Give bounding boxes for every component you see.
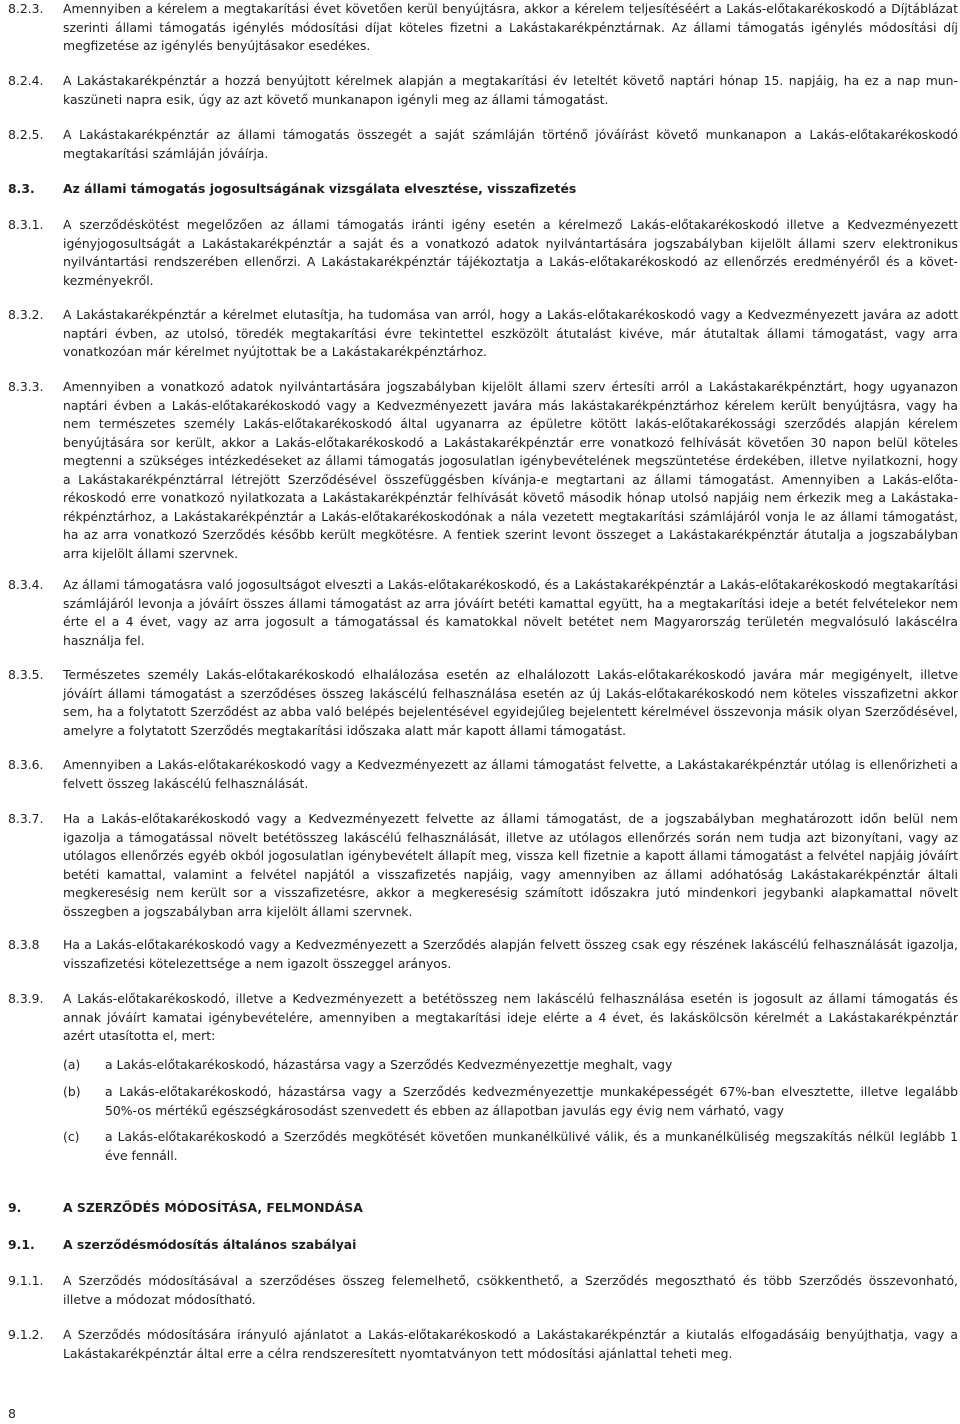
list-text: a Lakás-előtakarékoskodó a Szerződés megkötését követően munkanélkülivé válik, és a munkanélküliség megszakítás nélkül leglább 1 éve fennáll.: [105, 1129, 958, 1163]
section-8-2-3: [8, 0, 958, 56]
section-number: 8.3.8: [8, 937, 40, 952]
section-text: A Lakás-előtakarékoskodó, illetve a Kedvezményezett a betétösszeg nem lakáscélú felhasználása esetén is jogosult az állami támogatás és annak jóváírt kamatai igénybevételére, amennyiben a megtakarítási ideje elérte a 4 évet, és lakáskölcsön kérelmét a Lakástakarékpénztár azért utasította el, mert:: [63, 991, 958, 1043]
list-text: a Lakás-előtakarékoskodó, házastársa vagy a Szerződés kedvezményezettje munkaképességét 67%-ban elvesztette, illetve legalább 50%-os mértékű egészségkárosodást szenvedett és ebben az állapotban javulás egy évig nem várható, vagy: [105, 1084, 958, 1118]
section-8-3-2: [8, 306, 958, 362]
section-text: Amennyiben a kérelem a megtakarítási évet követően kerül benyújtásra, akkor a kérelem teljesítéséért a Lakás-előtakarékoskodó a Díjtáblázat szerinti állami támogatás igénylés módosítási díjat köteles fizetni a Lakástakarékpénztárnak. Az állami támogatás igénylés módosítási díj megfizetése az igénylés benyújtásakor esedékes.: [63, 1, 958, 53]
section-8-3-8: [8, 936, 958, 973]
section-text: Az állami támogatásra való jogosultságot elveszti a Lakás-előtakarékoskodó, és a Lakástakarékpénztár a Lakás-előtakarékoskodó megtakarítási számlájáról levonja a jóváírt összes állami támogatást az arra jóváírt betéti kamattal együtt, ha a megtakarítási ideje a betét felvételekor nem érte el a 4 évet, vagy az arra jogosult a támogatással és kamatokkal növelt betétet nem Magyarország területén megvalósuló lakáscélra használja fel.: [63, 577, 958, 648]
section-8-3-5: [8, 666, 958, 740]
page-number: 8: [8, 1406, 16, 1421]
section-number: 8.2.3.: [8, 1, 44, 16]
section-8-3-6: [8, 756, 958, 793]
section-number: 9.1.1.: [8, 1273, 44, 1288]
section-number: 8.3.5.: [8, 667, 44, 682]
section-number: 8.3.6.: [8, 757, 44, 772]
section-number: 8.3.4.: [8, 577, 44, 592]
section-text: A Szerződés módosítására irányuló ajánlatot a Lakás-előtakarékoskodó a Lakástakarékpénztár a kiutalás elfogadásáig benyújthatja, vagy a Lakástakarékpénztár által erre a célra rendszeresített nyomtatványon tett módosítási ajánlattal teheti meg.: [63, 1327, 958, 1361]
list-item-b: [63, 1083, 958, 1120]
heading-number: 8.3.: [8, 181, 35, 196]
section-9-1-2: [8, 1326, 958, 1363]
section-text: A Szerződés módosításával a szerződéses összeg felemelhető, csökkenthető, a Szerződés megosztható és több Szerződés összevonható, illetve a módozat módosítható.: [63, 1273, 958, 1307]
section-8-3-3: [8, 378, 958, 563]
section-text: Ha a Lakás-előtakarékoskodó vagy a Kedvezményezett a Szerződés alapján felvett összeg csak egy részének lakáscélú felhasználását igazolja, visszafizetési kötelezettsége a nem igazolt összeggel arányos.: [63, 937, 958, 971]
section-8-3-9: [8, 990, 958, 1046]
section-8-2-5: [8, 126, 958, 163]
section-number: 8.2.4.: [8, 73, 44, 88]
list-label: (a): [63, 1057, 81, 1072]
section-number: 8.3.1.: [8, 217, 44, 232]
list-label: (b): [63, 1084, 81, 1099]
section-heading-8-3: [8, 180, 958, 199]
section-text: Természetes személy Lakás-előtakarékoskodó elhalálozása esetén az elhalálozott Lakás-előtakarékoskodó javára már megigényelt, illetve jóváírt állami támogatást a szerződéses összeg lakáscélú felhasználása esetén az új Lakás-előtakarékoskodó nem köteles visszafizetni akkor sem, ha a folytatott Szerződést az abba való belépés bejelentésével egyidejűleg bejelentett kérelmével összevonja másik olyan Szerződésével, amelyre a folytatott Szerződés megtakarítási időszaka alatt már kapott állami támogatást.: [63, 667, 958, 738]
subchapter-heading-9-1: [8, 1236, 958, 1255]
section-8-3-7: [8, 810, 958, 921]
list-text: a Lakás-előtakarékoskodó, házastársa vagy a Szerződés Kedvezményezettje meghalt, vagy: [105, 1057, 673, 1072]
section-text: Ha a Lakás-előtakarékoskodó vagy a Kedvezményezett felvette az állami támogatást, de a jogszabályban meghatározott időn belül nem igazolja a támogatással növelt betétösszeg lakáscélú felhasználását, illetve az utólagos ellenőrzés során nem tudja azt bizonyítani, vagy az utólagos ellenőrzés egyéb okból jogosulatlan igénybevételt állapít meg, vissza kell fizetnie a kapott állami támogatást a felvétel napjáig jóváírt betéti kamattal, valamint a felvétel napjától a visszafizetés napjáig, vagy amennyiben az állami adóhatóság Lakástakarékpénztár általi megkeresésig nem került sor a visszafizetésre, akkor a megkeresésig számított időszakra jutó mindenkori jegybanki alapkamattal növelt összegben a jogszabályban arra kijelölt állami szervnek.: [63, 811, 958, 919]
chapter-heading-9: [8, 1199, 958, 1218]
list-item-c: [63, 1128, 958, 1165]
heading-title: Az állami támogatás jogosultságának vizsgálata elvesztése, visszafizetés: [63, 181, 577, 196]
section-number: 8.3.2.: [8, 307, 44, 322]
section-number: 8.3.3.: [8, 379, 44, 394]
section-text: A szerződéskötést megelőzően az állami támogatás iránti igény esetén a kérelmező Lakás-előtakarékoskodó illetve a Kedvezményezett igényjogosultságát a Lakástakarékpénztár a saját és a vonatkozó adatok nyilvántartására jogszabályban kijelölt állami szerv elektronikus nyilvántartási rendszerében ellenőrzi. A Lakástakarékpénztár tájékoztatja a Lakás-előtakarékoskodó az ellenőrzés eredményéről és a következményekről.: [63, 217, 958, 288]
subchapter-number: 9.1.: [8, 1237, 35, 1252]
section-8-3-4: [8, 576, 958, 650]
list-label: (c): [63, 1129, 80, 1144]
subchapter-title: A szerződésmódosítás általános szabályai: [63, 1237, 357, 1252]
chapter-title: A SZERZŐDÉS MÓDOSÍTÁSA, FELMONDÁSA: [63, 1200, 363, 1215]
section-text: A Lakástakarékpénztár a hozzá benyújtott kérelmek alapján a megtakarítási év leteltét követő naptári hónap 15. napjáig, ha ez a nap munkaszüneti napra esik, úgy az azt követő munkanapon igényli meg az állami támogatást.: [63, 73, 958, 107]
section-text: Amennyiben a Lakás-előtakarékoskodó vagy a Kedvezményezett az állami támogatást felvette, a Lakástakarékpénztár utólag is ellenőrizheti a felvett összeg lakáscélú felhasználását.: [63, 757, 958, 791]
list-item-a: [63, 1056, 958, 1075]
chapter-number: 9.: [8, 1200, 22, 1215]
section-9-1-1: [8, 1272, 958, 1309]
section-8-3-1: [8, 216, 958, 290]
section-number: 9.1.2.: [8, 1327, 44, 1342]
section-8-2-4: [8, 72, 958, 109]
section-number: 8.3.7.: [8, 811, 44, 826]
section-text: A Lakástakarékpénztár az állami támogatás összegét a saját számláján történő jóváírást követő munkanapon a Lakás-előtakarékoskodó megtakarítási számláján jóváírja.: [63, 127, 958, 161]
section-text: A Lakástakarékpénztár a kérelmet elutasítja, ha tudomása van arról, hogy a Lakás-előtakarékoskodó vagy a Kedvezményezett javára az adott naptári évben, az utolsó, töredék megtakarítási évre tekintettel eszközölt átutalást kivéve, már átutaltak állami támogatást, vagy arra vonatkozóan már kérelmet nyújtottak be a Lakástakarékpénztárhoz.: [63, 307, 958, 359]
section-number: 8.2.5.: [8, 127, 44, 142]
section-text: Amennyiben a vonatkozó adatok nyilvántartására jogszabályban kijelölt állami szerv értesíti arról a Lakástakarékpénztárt, hogy ugyanazon naptári évben a Lakás-előtakarékoskodó vagy a Kedvezményezett javára más lakástakarékpénztárhoz kérelem került benyújtásra, vagy ha nem természetes személy Lakás-előtakarékoskodó által ugyanarra az épületre kötött lakás-előtakarékossági szerződés alapján kérelem benyújtására sor került, akkor a Lakás-előtakarékoskodó a Lakástakarékpénztár erre vonatkozó felhívását követően 30 napon belül köteles megtenni a szükséges intézkedéseket az állami támogatás jogosulatlan igénybevételének megszüntetése érdekében, illetve nyilatkozni, hogy a Lakástakarékpénztárral létrejött Szerződésével összefüggésben kívánja-e megtartani az állami támogatást. Amennyiben a Lakás-előtarékoskodó erre vonatkozó nyilatkozata a Lakástakarékpénztár felhívását követő második hónap utolsó napjáig nem érkezik meg a Lakástakarékpénztárhoz, a Lakástakarékpénztár a Lakás-előtakarékoskodónak a nála vezetett megtakarítási számlájáról vonja le az állami támogatást, ha az arra vonatkozó Szerződés később került megkötésre. A fentiek szerint levont összeget a Lakástakarékpénztár átutalja a jogszabályban arra kijelölt állami szervnek.: [63, 379, 958, 561]
section-number: 8.3.9.: [8, 991, 44, 1006]
